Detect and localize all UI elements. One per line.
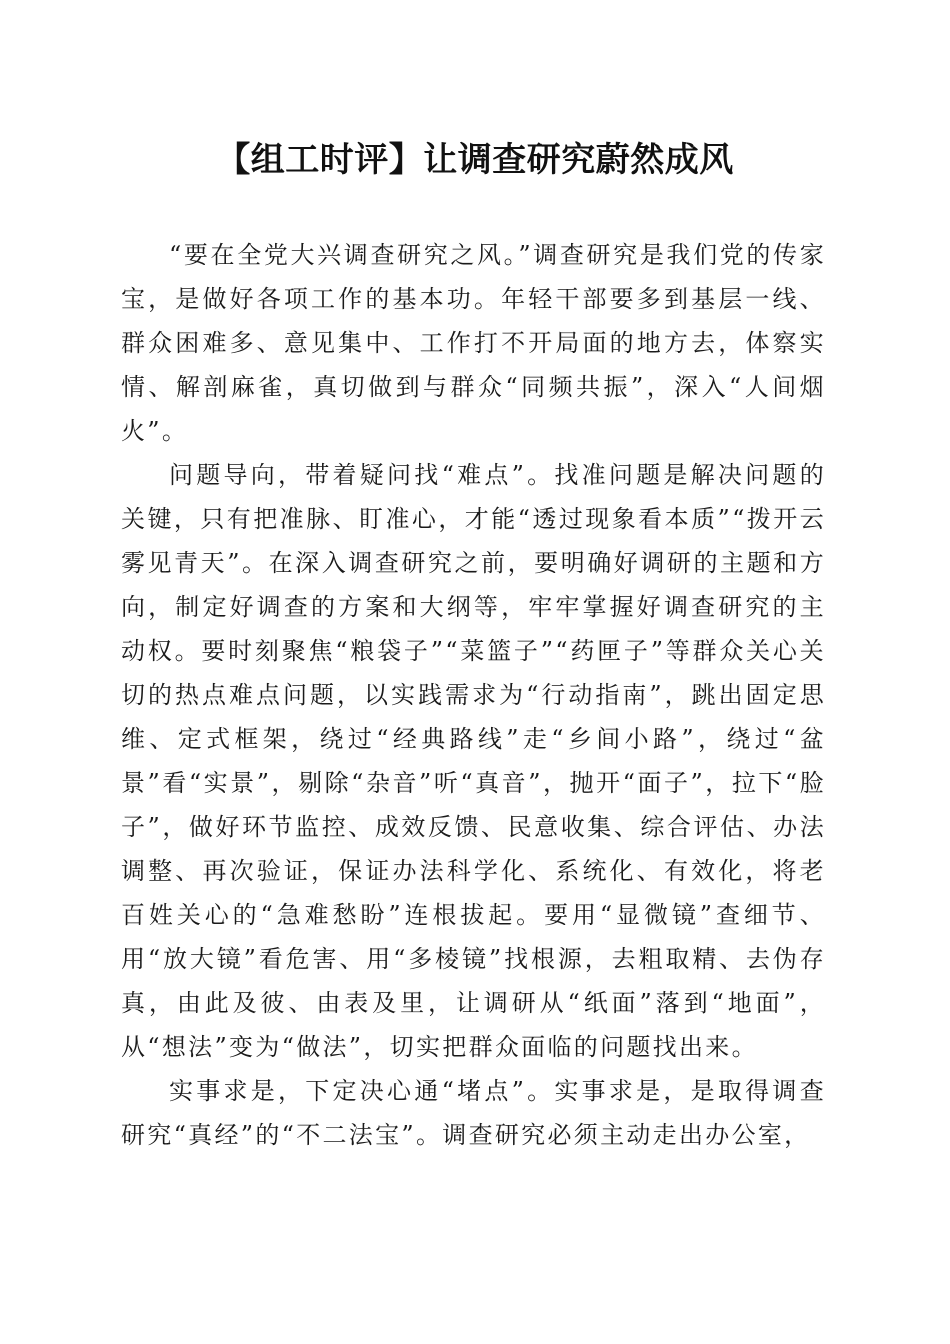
document-title: 【组工时评】让调查研究蔚然成风 xyxy=(216,140,734,180)
paragraph-intro: “要在全党大兴调查研究之风。”调查研究是我们党的传家宝，是做好各项工作的基本功。年轻干部要多到基层一线、群众困难多、意见集中、工作打不开局面的地方去，体察实情、解剖麻雀，真切做到与群众“同频共振”，深入“人间烟火”。 xyxy=(121,241,826,445)
paragraph-seek-truth: 实事求是，下定决心通“堵点”。实事求是，是取得调查研究“真经”的“不二法宝”。调查研究必须主动走出办公室， xyxy=(121,1077,826,1149)
paragraph-problem-oriented: 问题导向，带着疑问找“难点”。找准问题是解决问题的关键，只有把准脉、盯准心，才能“透过现象看本质”“拨开云雾见青天”。在深入调查研究之前，要明确好调研的主题和方向，制定好调查的方案和大纲等，牢牢掌握好调查研究的主动权。要时刻聚焦“粮袋子”“菜篮子”“药匣子”等群众关心关切的热点难点问题，以实践需求为“行动指南”，跳出固定思维、定式框架，绕过“经典路线”走“乡间小路”，绕过“盆景”看“实景”，剔除“杂音”听“真音”，抛开“面子”，拉下“脸子”，做好环节监控、成效反馈、民意收集、综合评估、办法调整、再次验证，保证办法科学化、系统化、有效化，将老百姓关心的“急难愁盼”连根拔起。要用“显微镜”查细节、用“放大镜”看危害、用“多棱镜”找根源，去粗取精、去伪存真，由此及彼、由表及里，让调研从“纸面”落到“地面”，从“想法”变为“做法”，切实把群众面临的问题找出来。 xyxy=(121,461,826,1061)
document-body xyxy=(121,233,826,1157)
